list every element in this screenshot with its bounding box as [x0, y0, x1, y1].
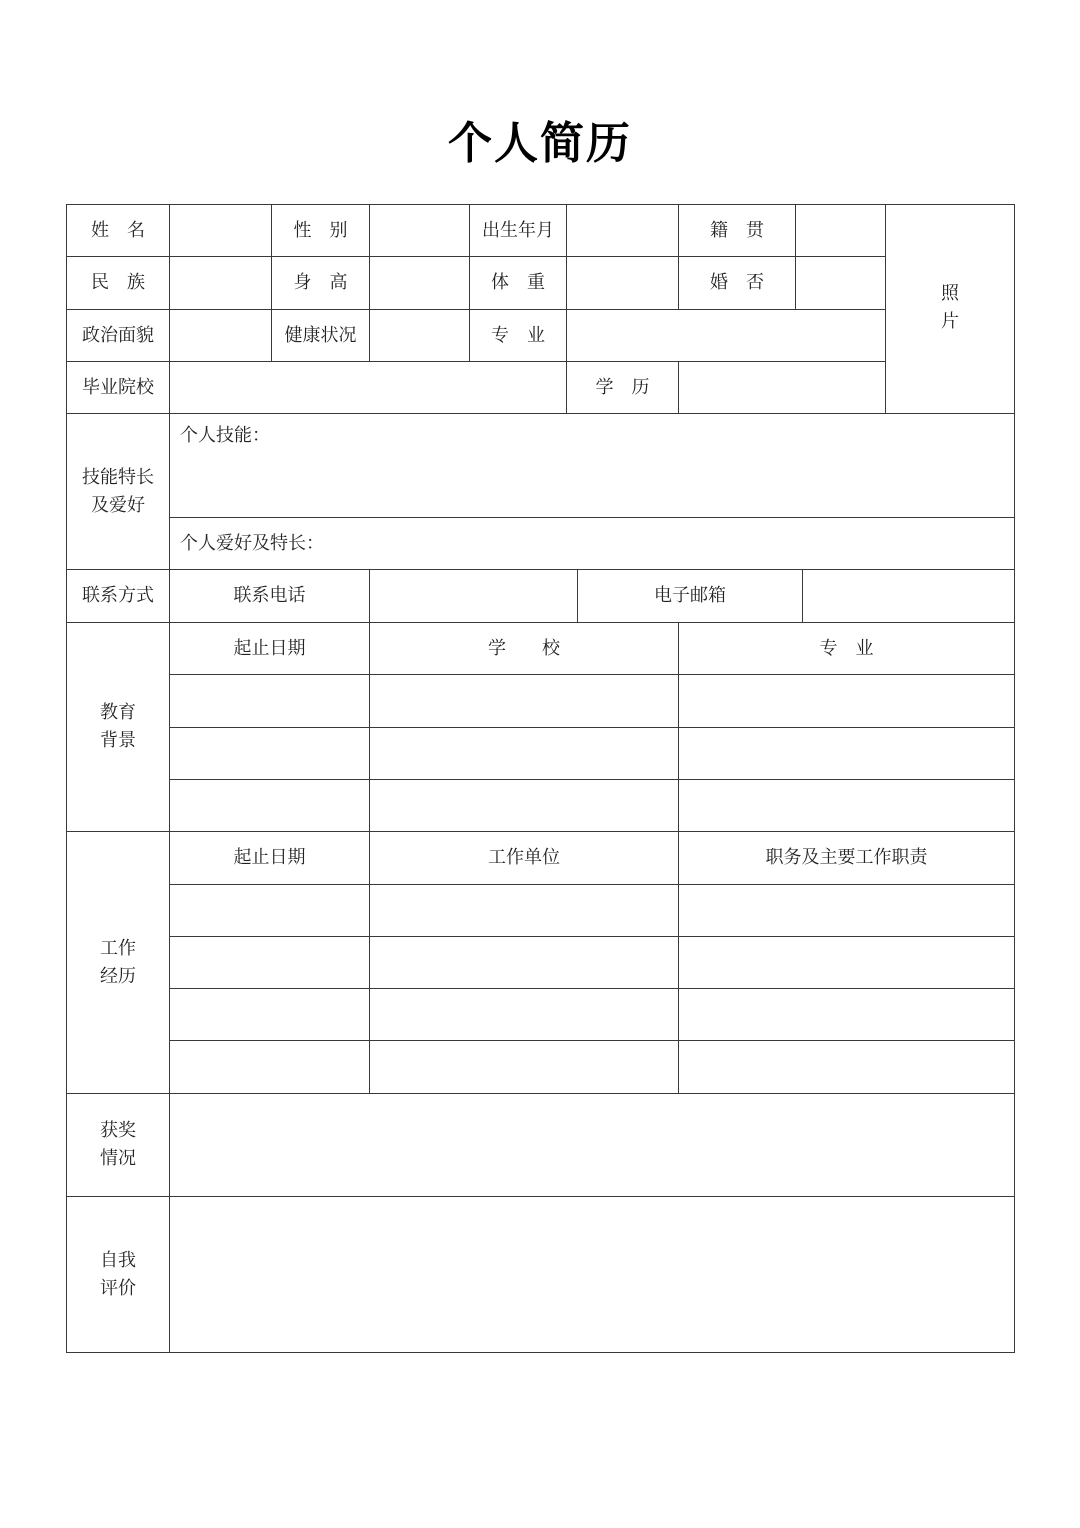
email-label: 电子邮箱	[654, 585, 726, 606]
education-section-label: 教育 背景	[100, 702, 136, 751]
work-employer-cell[interactable]	[370, 937, 678, 988]
weight-field[interactable]	[567, 257, 678, 309]
photo-placeholder[interactable]: 照 片	[941, 283, 959, 332]
work-duties-header: 职务及主要工作职责	[765, 847, 928, 868]
weight-label: 体 重	[491, 272, 545, 293]
major-label: 专 业	[491, 324, 545, 346]
political-status-field[interactable]	[170, 310, 271, 361]
gender-field[interactable]	[370, 205, 469, 256]
degree-field[interactable]	[679, 362, 885, 413]
skills-section-label: 技能特长 及爱好	[82, 466, 154, 516]
work-date-cell[interactable]	[170, 989, 369, 1040]
education-school-cell[interactable]	[370, 675, 678, 727]
gender-label: 性 别	[293, 219, 348, 241]
page-title: 个人简历	[448, 118, 632, 169]
work-date-cell[interactable]	[170, 937, 369, 988]
education-major-cell[interactable]	[679, 675, 1014, 727]
degree-label: 学 历	[595, 376, 650, 398]
education-date-header: 起止日期	[233, 637, 306, 659]
phone-label: 联系电话	[233, 585, 306, 606]
education-school-cell[interactable]	[370, 728, 678, 779]
personal-skills-field[interactable]: 个人技能：	[180, 425, 270, 446]
work-duties-cell[interactable]	[679, 937, 1014, 988]
marital-status-label: 婚 否	[710, 272, 764, 293]
work-employer-cell[interactable]	[370, 1041, 678, 1093]
work-date-cell[interactable]	[170, 885, 369, 936]
work-date-cell[interactable]	[170, 1041, 369, 1093]
native-place-label: 籍 贯	[710, 219, 764, 241]
work-section-label: 工作 经历	[100, 937, 136, 987]
self-evaluation-field[interactable]	[170, 1197, 1014, 1352]
education-date-cell[interactable]	[170, 675, 369, 727]
birth-date-field[interactable]	[567, 205, 678, 256]
work-duties-cell[interactable]	[679, 885, 1014, 936]
ethnicity-field[interactable]	[170, 257, 271, 309]
birth-date-label: 出生年月	[482, 219, 554, 241]
ethnicity-label: 民 族	[91, 272, 145, 293]
native-place-field[interactable]	[796, 205, 885, 256]
phone-field[interactable]	[370, 570, 577, 622]
name-label: 姓 名	[91, 219, 145, 241]
education-school-header: 学 校	[488, 637, 560, 659]
contact-section-label: 联系方式	[82, 585, 154, 606]
self-evaluation-section-label: 自我 评价	[100, 1249, 136, 1299]
awards-field[interactable]	[170, 1094, 1014, 1196]
height-field[interactable]	[370, 257, 469, 309]
education-date-cell[interactable]	[170, 780, 369, 831]
major-field[interactable]	[567, 310, 885, 361]
hobbies-field[interactable]: 个人爱好及特长：	[180, 532, 324, 554]
graduate-school-field[interactable]	[170, 362, 566, 413]
health-status-label: 健康状况	[284, 324, 357, 346]
work-employer-cell[interactable]	[370, 885, 678, 936]
education-date-cell[interactable]	[170, 728, 369, 779]
education-major-header: 专 业	[819, 637, 874, 659]
graduate-school-label: 毕业院校	[82, 376, 154, 398]
work-duties-cell[interactable]	[679, 989, 1014, 1040]
table-border-bottom	[66, 1352, 1015, 1353]
health-status-field[interactable]	[370, 310, 469, 361]
marital-status-field[interactable]	[796, 257, 885, 309]
education-major-cell[interactable]	[679, 780, 1014, 831]
education-school-cell[interactable]	[370, 780, 678, 831]
political-status-label: 政治面貌	[82, 324, 154, 346]
name-field[interactable]	[170, 205, 271, 256]
awards-section-label: 获奖 情况	[100, 1120, 136, 1169]
work-duties-cell[interactable]	[679, 1041, 1014, 1093]
work-employer-header: 工作单位	[488, 847, 560, 868]
work-date-header: 起止日期	[233, 847, 306, 868]
email-field[interactable]	[803, 570, 1014, 622]
education-major-cell[interactable]	[679, 728, 1014, 779]
height-label: 身 高	[293, 272, 348, 293]
work-employer-cell[interactable]	[370, 989, 678, 1040]
